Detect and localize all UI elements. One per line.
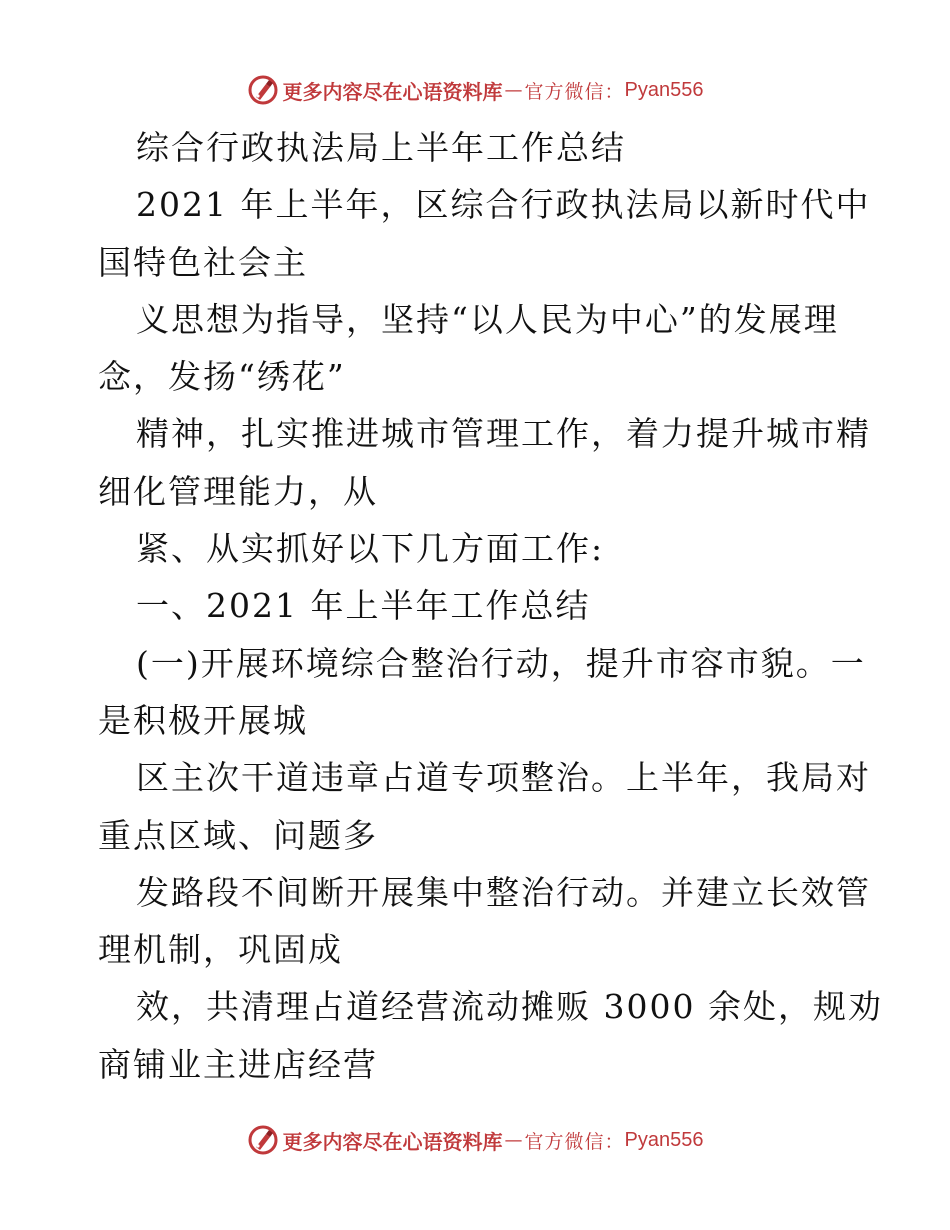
document-line: 精神，扎实推进城市管理工作，着力提升城市精: [136, 414, 871, 454]
document-line: 细化管理能力，从: [98, 471, 378, 511]
document-line: 商铺业主进店经营: [98, 1044, 378, 1084]
document-line: 念，发扬“绣花”: [98, 357, 346, 397]
document-line: 义思想为指导，坚持“以人民为中心”的发展理: [136, 299, 839, 339]
document-line: 区主次干道违章占道专项整治。上半年，我局对: [136, 758, 871, 798]
document-line: 效，共清理占道经营流动摊贩 3000 余处，规劝: [136, 987, 883, 1027]
document-line: (一)开展环境综合整治行动，提升市容市貌。一: [136, 643, 866, 683]
document-body: [98, 119, 883, 1093]
watermark-main-text: 更多内容尽在心语资料库: [282, 1129, 503, 1154]
document-line: 是积极开展城: [98, 700, 308, 740]
pen-logo-icon: [247, 1124, 279, 1156]
watermark-separator: —: [504, 1129, 523, 1151]
watermark-separator: —: [504, 79, 523, 101]
watermark-wechat-label: 官方微信：: [524, 1130, 625, 1153]
document-line: 综合行政执法局上半年工作总结: [136, 128, 626, 167]
watermark-header: [0, 70, 950, 110]
watermark-wechat-label: 官方微信：: [524, 80, 625, 103]
watermark-footer: [0, 1120, 950, 1160]
document-line: 重点区域、问题多: [98, 815, 378, 855]
document-line: 一、2021 年上半年工作总结: [136, 586, 591, 626]
document-line: 理机制，巩固成: [98, 930, 343, 970]
document-line: 国特色社会主: [98, 242, 308, 282]
pen-logo-icon: [247, 74, 279, 106]
watermark-main-text: 更多内容尽在心语资料库: [282, 79, 503, 104]
document-line: 紧、从实抓好以下几方面工作:: [136, 529, 605, 569]
watermark-wechat-id: Pyan556: [624, 78, 704, 101]
watermark-wechat-id: Pyan556: [624, 1128, 704, 1151]
document-line: 2021 年上半年，区综合行政执法局以新时代中: [136, 185, 871, 225]
document-line: 发路段不间断开展集中整治行动。并建立长效管: [136, 872, 871, 912]
